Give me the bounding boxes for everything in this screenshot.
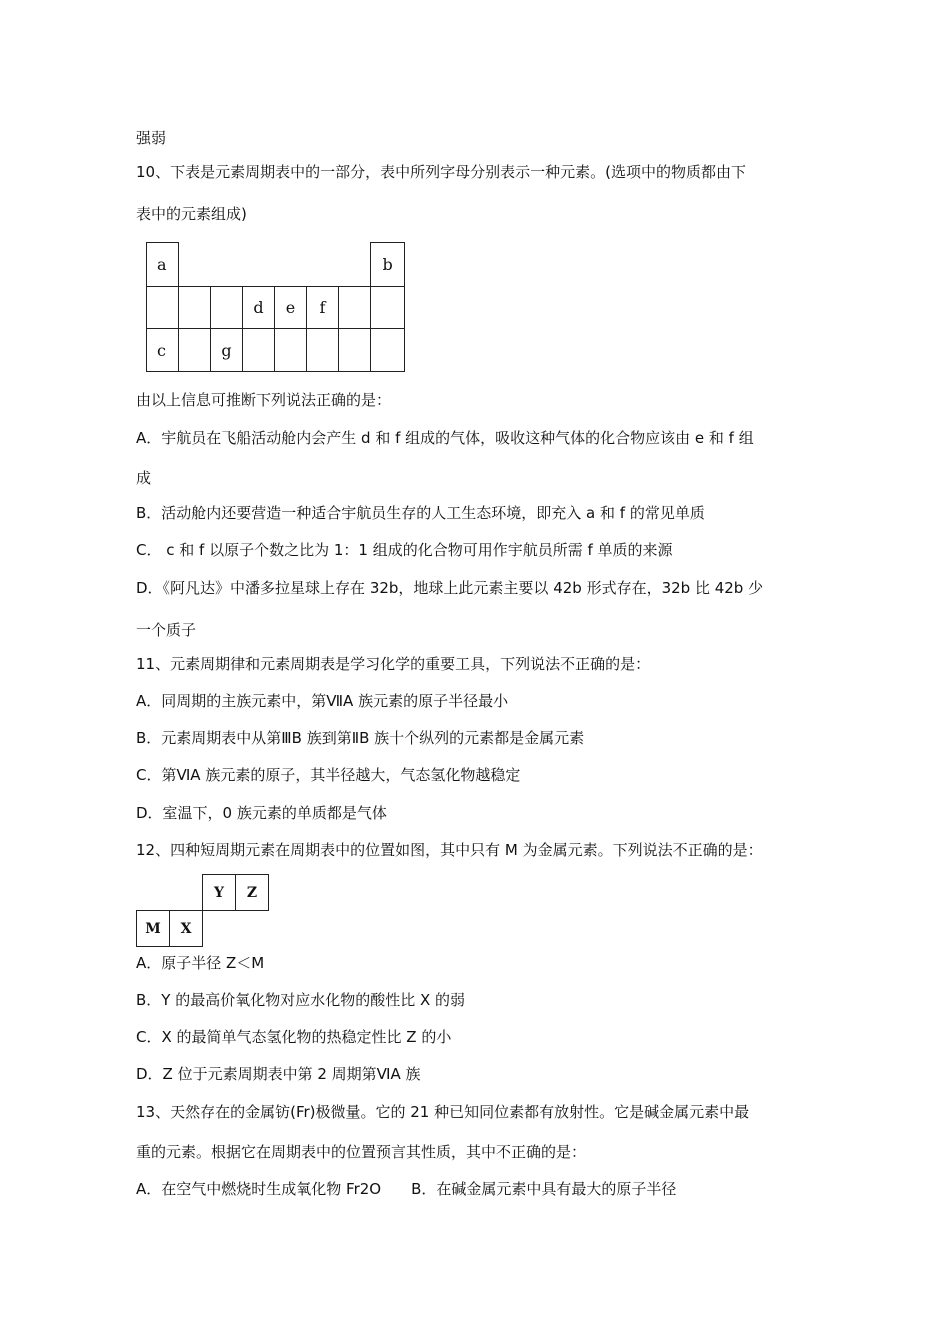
question-11-stem: 11、元素周期律和元素周期表是学习化学的重要工具，下列说法不正确的是： [136, 655, 651, 673]
option-12-d: D．Z 位于元素周期表中第 2 周期第ⅥA 族 [136, 1065, 421, 1083]
cell-e: e [275, 287, 307, 329]
question-13-stem: 13、天然存在的金属钫(Fr)极微量。它的 21 种已知同位素都有放射性。它是碱金属元素中最 [136, 1103, 750, 1121]
option-12-b: B．Y 的最高价氧化物对应水化物的酸性比 X 的弱 [136, 991, 466, 1009]
cell-g: g [211, 329, 243, 372]
option-11-d: D．室温下，0 族元素的单质都是气体 [136, 804, 387, 822]
option-10-d: D．《阿凡达》中潘多拉星球上存在 32b，地球上此元素主要以 42b 形式存在，32b 比 42b 少 [136, 579, 764, 597]
text-line: 表中的元素组成) [136, 205, 247, 223]
cell-f: f [307, 287, 339, 329]
option-11-b: B．元素周期表中从第ⅢB 族到第ⅡB 族十个纵列的元素都是金属元素 [136, 729, 585, 747]
question-10-stem: 10、下表是元素周期表中的一部分，表中所列字母分别表示一种元素。(选项中的物质都由下 [136, 163, 746, 181]
option-10-c: C． c 和 f 以原子个数之比为 1：1 组成的化合物可用作宇航员所需 f 单质的来源 [136, 541, 673, 559]
cell-d: d [243, 287, 275, 329]
text-line: 强弱 [136, 129, 167, 147]
cell-b: b [371, 243, 405, 287]
cell-y: Y [203, 875, 236, 911]
cell-c: c [147, 329, 179, 372]
text-line: 由以上信息可推断下列说法正确的是： [136, 391, 392, 409]
cell-z: Z [236, 875, 269, 911]
cell-a: a [147, 243, 179, 287]
option-12-a: A．原子半径 Z＜M [136, 954, 265, 972]
options-13-a-b: A．在空气中燃烧时生成氧化物 Fr2O B．在碱金属元素中具有最大的原子半径 [136, 1180, 677, 1198]
question-12-stem: 12、四种短周期元素在周期表中的位置如图，其中只有 M 为金属元素。下列说法不正确的是： [136, 841, 763, 859]
option-10-b: B．活动舱内还要营造一种适合宇航员生存的人工生态环境，即充入 a 和 f 的常见单质 [136, 504, 705, 522]
periodic-table-fragment [146, 242, 405, 372]
option-11-c: C．第ⅥA 族元素的原子，其半径越大，气态氢化物越稳定 [136, 766, 521, 784]
text-line: 一个质子 [136, 621, 197, 639]
text-line: 成 [136, 469, 152, 487]
option-11-a: A．同周期的主族元素中，第ⅦA 族元素的原子半径最小 [136, 692, 509, 710]
element-position-table [136, 874, 269, 947]
option-10-a: A．宇航员在飞船活动舱内会产生 d 和 f 组成的气体，吸收这种气体的化合物应该由 e 和 f 组 [136, 429, 754, 447]
text-line: 重的元素。根据它在周期表中的位置预言其性质，其中不正确的是： [136, 1143, 587, 1161]
option-12-c: C．X 的最简单气态氢化物的热稳定性比 Z 的小 [136, 1028, 452, 1046]
cell-x: X [170, 911, 203, 947]
cell-m: M [137, 911, 170, 947]
